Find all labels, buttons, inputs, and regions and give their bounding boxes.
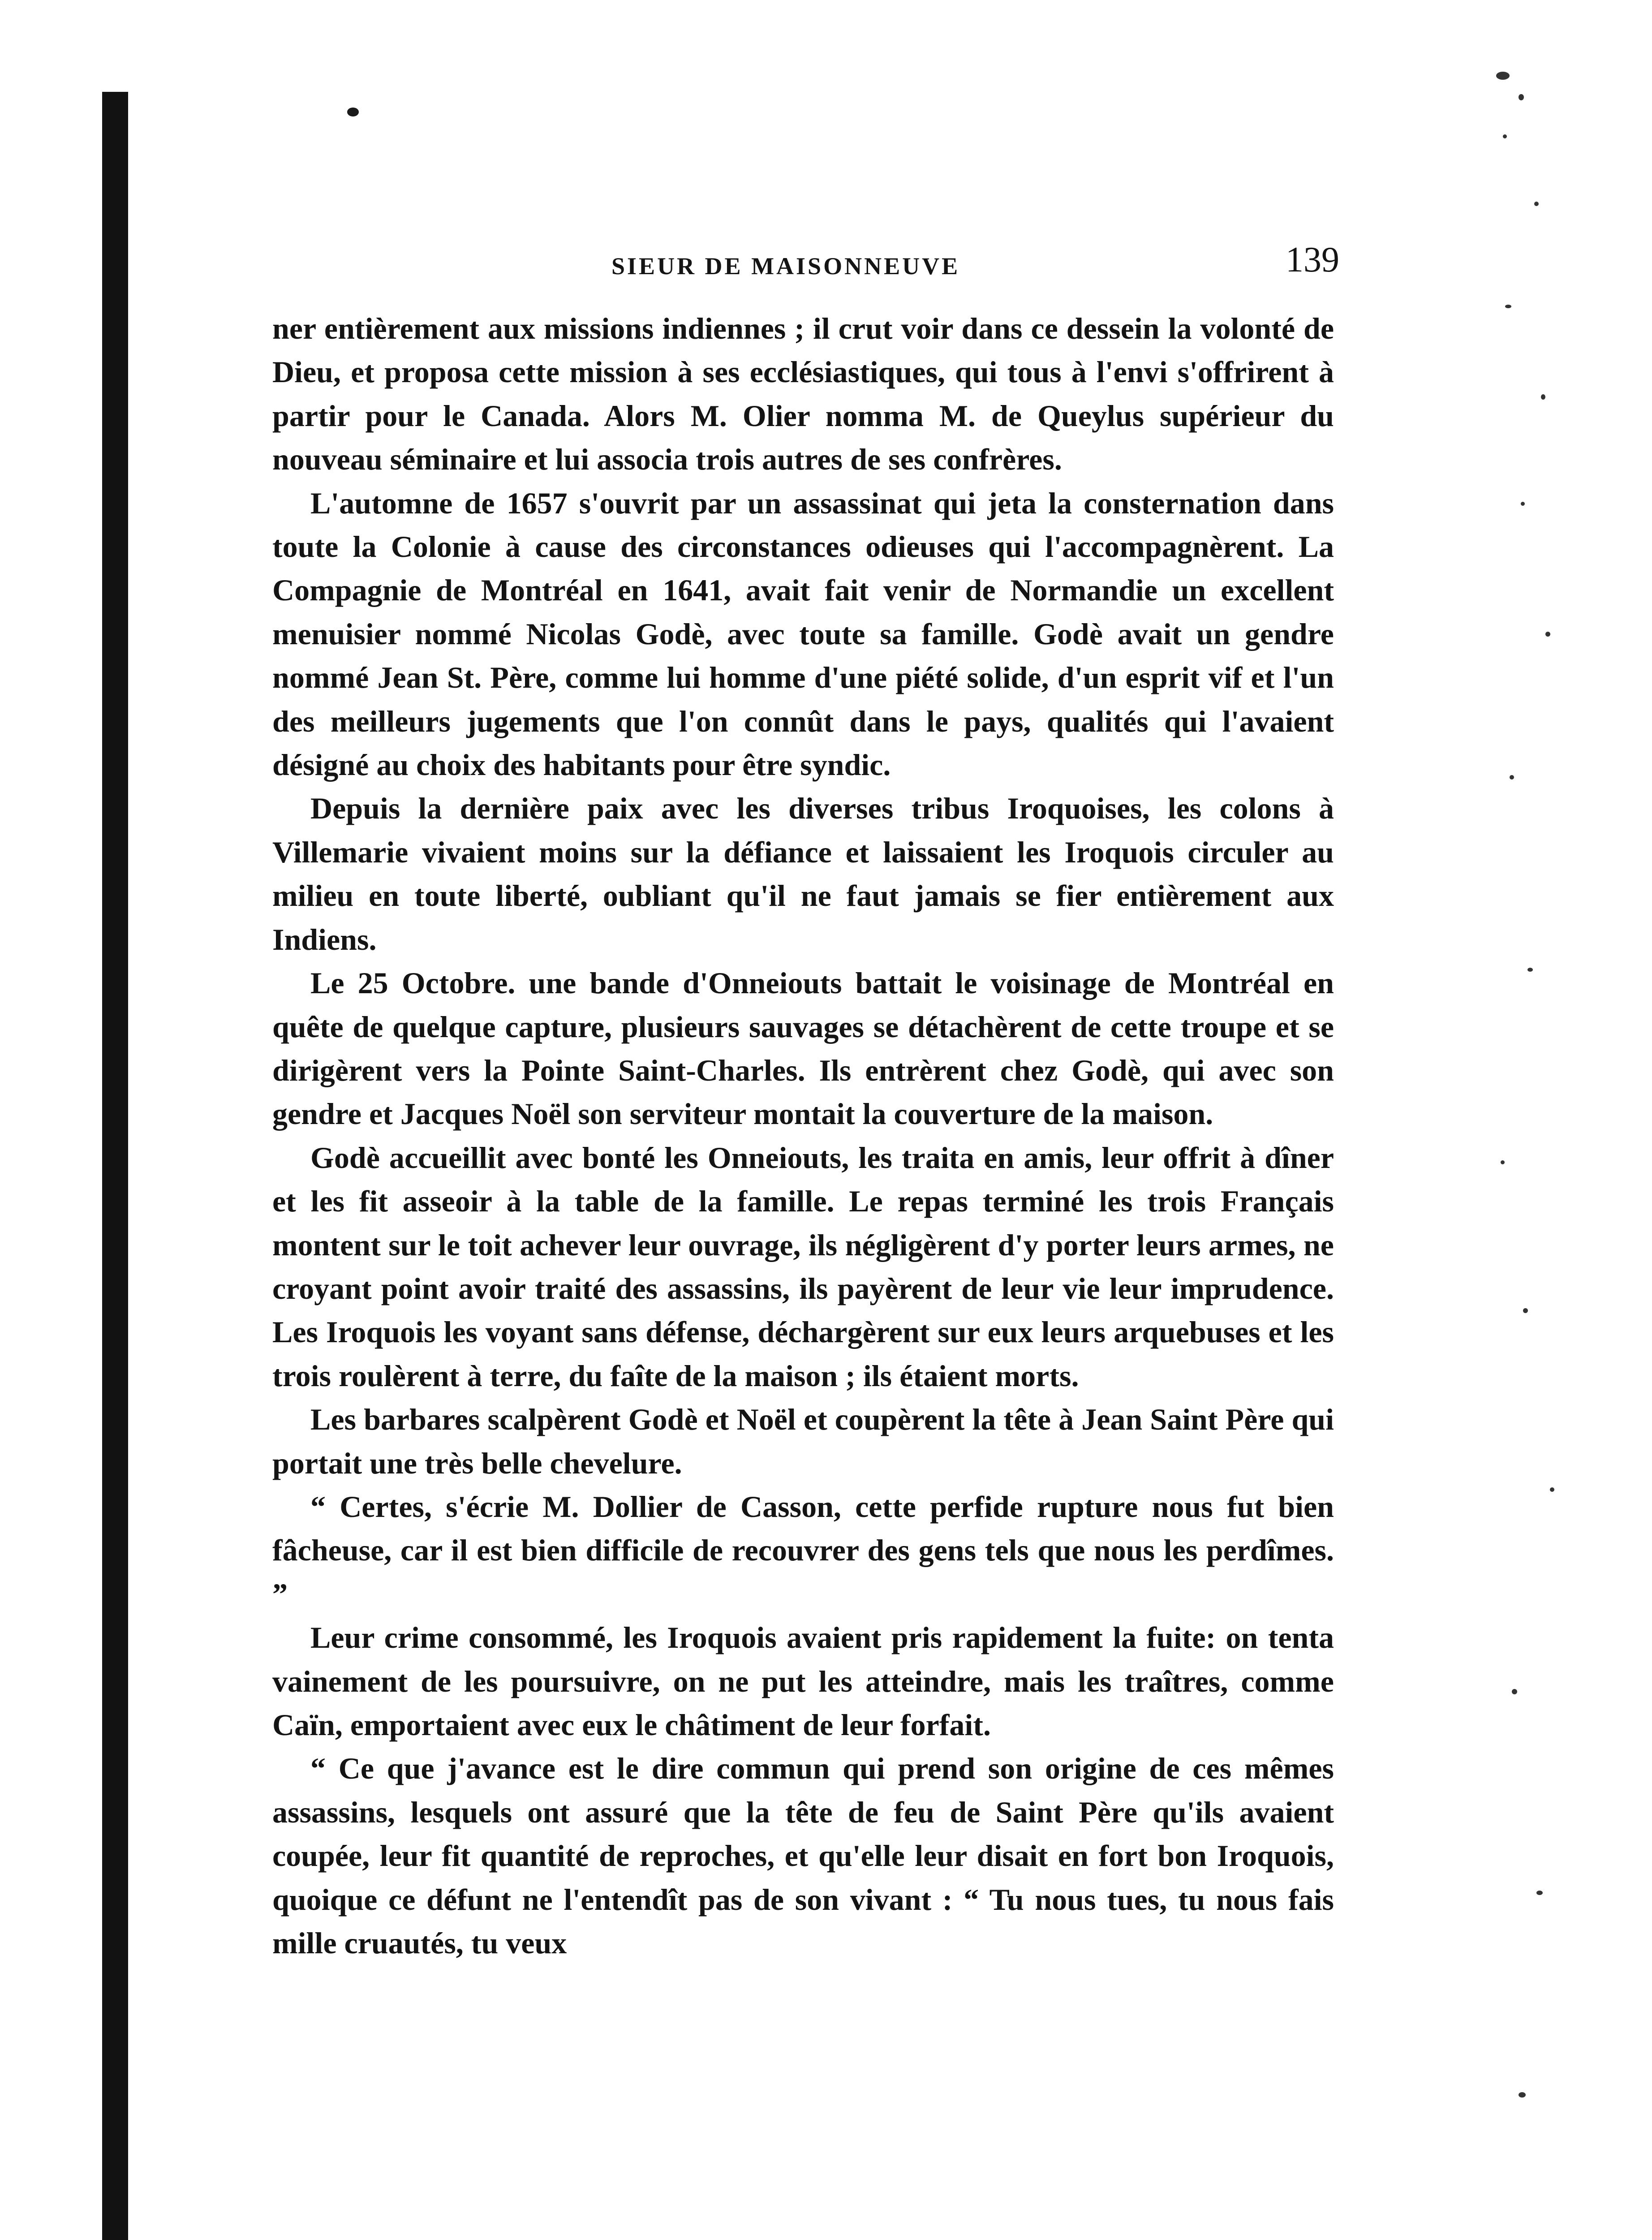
running-title: SIEUR DE MAISONNEUVE xyxy=(611,253,960,280)
paragraph: Le 25 Octobre. une bande d'Onneiouts battait le voisinage de Montréal en quête de quelque capture, plusieurs sauvages se détachèrent de cette troupe et se dirigèrent vers la Pointe Saint-Charles. Ils entrèrent chez Godè, qui avec son gendre et Jacques Noël son serviteur montait la couverture de la maison. xyxy=(272,966,1334,1131)
noise-dot xyxy=(1541,394,1545,400)
page-edge-noise xyxy=(1492,54,1652,2240)
paragraph: Depuis la dernière paix avec les diverses tribus Iroquoises, les colons à Villemarie vivaient moins sur la défiance et laissaient les Iroquois circuler au milieu en toute liberté, oubliant qu'il ne faut jamais se fier entièrement aux Indiens. xyxy=(272,791,1334,956)
noise-dot xyxy=(1534,202,1539,206)
page-number: 139 xyxy=(1286,240,1339,280)
ink-speck xyxy=(347,108,359,116)
noise-dot xyxy=(1536,1891,1543,1895)
noise-dot xyxy=(1550,1487,1554,1492)
noise-dot xyxy=(1523,1308,1528,1313)
binding-edge xyxy=(102,92,128,2240)
noise-dot xyxy=(1521,502,1525,506)
noise-dot xyxy=(1527,968,1533,972)
paragraph: ner entièrement aux missions indiennes ; il crut voir dans ce dessein la volonté de Dieu, et proposa cette mission à ses ecclésiastiques, qui tous à l'envi s'offrirent à partir pour le Canada. Alors M. Olier nomma M. de Queylus supérieur du nouveau séminaire et lui associa trois autres de ses confrères. xyxy=(272,311,1334,477)
noise-dot xyxy=(1545,632,1550,637)
noise-dot xyxy=(1496,72,1510,80)
paragraph: “ Ce que j'avance est le dire commun qui prend son origine de ces mêmes assassins, lesquels ont assuré que la tête de feu de Saint Père qu'ils avaient coupée, leur fit quantité de reproches, et qu'elle leur disait en fort bon Iroquois, quoique ce défunt ne l'entendît pas de son vivant : “ Tu nous tues, tu nous fais mille cruautés, tu veux xyxy=(272,1751,1334,1960)
noise-dot xyxy=(1519,94,1524,100)
noise-dot xyxy=(1503,134,1507,138)
noise-dot xyxy=(1501,1160,1505,1164)
noise-dot xyxy=(1505,305,1511,308)
paragraph: Les barbares scalpèrent Godè et Noël et coupèrent la tête à Jean Saint Père qui portait une très belle chevelure. xyxy=(272,1402,1334,1480)
paragraph: L'automne de 1657 s'ouvrit par un assassinat qui jeta la consternation dans toute la Colonie à cause des circonstances odieuses qui l'accompagnèrent. La Compagnie de Montréal en 1641, avait fait venir de Normandie un excellent menuisier nommé Nicolas Godè, avec toute sa famille. Godè avait un gendre nommé Jean St. Père, comme lui homme d'une piété solide, d'un esprit vif et l'un des meilleurs jugements que l'on connût dans le pays, qualités qui l'avaient désigné au choix des habitants pour être syndic. xyxy=(272,486,1334,782)
noise-dot xyxy=(1510,775,1514,780)
paragraph: Leur crime consommé, les Iroquois avaient pris rapidement la fuite: on tenta vainement de les poursuivre, on ne put les atteindre, mais les traîtres, comme Caïn, emportaient avec eux le châtiment de leur forfait. xyxy=(272,1620,1334,1742)
paragraph: Godè accueillit avec bonté les Onneiouts, les traita en amis, leur offrit à dîner et les fit asseoir à la table de la famille. Le repas terminé les trois Français montent sur le toit achever leur ouvrage, ils négligèrent d'y porter leurs armes, ne croyant point avoir traité des assassins, ils payèrent de leur vie leur imprudence. Les Iroquois les voyant sans défense, déchargèrent sur eux leurs arquebuses et les trois roulèrent à terre, du faîte de la maison ; ils étaient morts. xyxy=(272,1140,1334,1393)
paragraph: “ Certes, s'écrie M. Dollier de Casson, cette perfide rupture nous fut bien fâcheuse, car il est bien difficile de recouvrer des gens tels que nous les perdîmes. ” xyxy=(272,1489,1334,1611)
text-body xyxy=(272,307,1334,1965)
page-header xyxy=(278,240,1339,293)
noise-dot xyxy=(1519,2092,1526,2098)
noise-dot xyxy=(1512,1689,1517,1694)
